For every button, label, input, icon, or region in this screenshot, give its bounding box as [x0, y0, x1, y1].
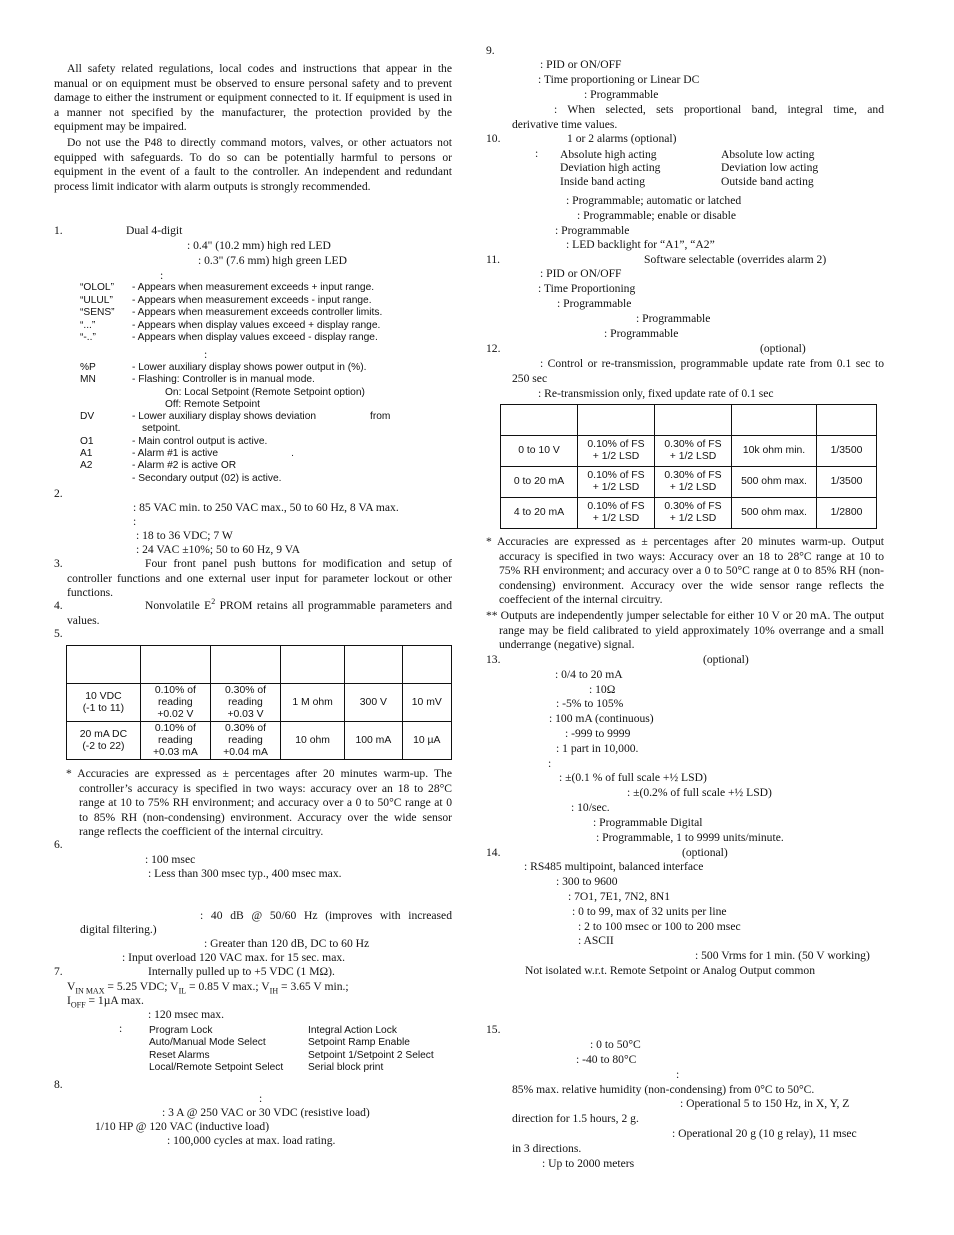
alarm-reset-spec: : Programmable; automatic or latched	[566, 194, 742, 207]
list-item: Absolute high acting	[560, 148, 657, 161]
list-item: Auto/Manual Mode Select	[149, 1037, 266, 1049]
analog-main-output-cont: 250 sec	[512, 372, 548, 385]
list-item: Setpoint Ramp Enable	[308, 1037, 410, 1049]
user-input-functions-left	[149, 1025, 283, 1075]
serial-delay: : 2 to 100 msec or 100 to 200 msec	[578, 920, 741, 933]
upper-display-spec: : 0.4" (10.2 mm) high red LED	[187, 239, 331, 252]
list-item: Serial block print	[308, 1062, 384, 1074]
section-6-number: 6.	[54, 838, 63, 851]
analog-output-table	[500, 404, 877, 529]
list-item: Inside band acting	[560, 174, 645, 188]
output-type-spec: : Time proportioning or Linear DC	[538, 73, 700, 86]
lower-display-spec: : 0.3" (7.6 mm) high green LED	[198, 254, 347, 267]
relay-inductive-rating: 1/10 HP @ 120 VAC (inductive load)	[95, 1120, 270, 1133]
rsp-ramp: : Programmable, 1 to 9999 units/minute.	[596, 831, 784, 844]
serial-type: : RS485 multipoint, balanced interface	[524, 860, 704, 873]
rsp-scale: : -999 to 9999	[565, 727, 631, 740]
altitude-spec: : Up to 2000 meters	[542, 1157, 635, 1170]
alarm-modes-colon: :	[535, 147, 539, 160]
rsp-accuracy-a: : ±(0.1 % of full scale +½ LSD)	[559, 771, 707, 784]
ac-power-spec: : 85 VAC min. to 250 VAC max., 50 to 60 Hz, 8 VA max.	[133, 501, 399, 514]
cycle-time-spec: : Programmable	[584, 88, 659, 101]
safety-paragraph-1: All safety related regulations, local codes and instructions that appear in the manual or on equipment must be observed to ensure personal safety and to prevent damage to either the instrument or equipment connected to it. If equipment is used in a manner not specified by the manufacturer, the protection provided by the equipment may be impaired.	[54, 62, 452, 134]
humidity-colon: :	[676, 1068, 680, 1081]
serial-optional: (optional)	[682, 846, 728, 859]
rsp-accuracy-b: : ±(0.2% of full scale +½ LSD)	[627, 786, 772, 799]
section-8-number: 8.	[54, 1078, 63, 1091]
shock-spec: : Operational 20 g (10 g relay), 11 msec	[672, 1127, 857, 1140]
list-item: Local/Remote Setpoint Select	[149, 1062, 284, 1074]
table-row: 20 mA DC (-2 to 22) 0.10% of reading +0.03 mA 0.30% of reading +0.04 mA 10 ohm 100 mA 10 µA	[67, 722, 452, 760]
shock-spec-cont: in 3 directions.	[512, 1142, 582, 1155]
alarm-modes-right	[721, 148, 818, 188]
section-12-number: 12.	[486, 342, 501, 355]
sample-time-spec: : 100 msec	[145, 853, 196, 866]
list-item: Deviation high acting	[560, 161, 661, 175]
relay-life: : 100,000 cycles at max. load rating.	[167, 1134, 336, 1147]
alarms-text: 1 or 2 alarms (optional)	[567, 132, 677, 145]
list-item: On: Local Setpoint (Remote Setpoint option)	[165, 386, 365, 398]
list-item: Program Lock	[149, 1025, 213, 1036]
user-input-functions-colon: :	[119, 1022, 123, 1035]
table-row: 4 to 20 mA 0.10% of FS + 1/2 LSD 0.30% of FS + 1/2 LSD 500 ohm max. 1/2800	[501, 498, 877, 529]
alarm-modes-left	[560, 148, 660, 188]
list-item: A2 - Alarm #2 is active OR	[80, 460, 237, 472]
list-item: Outside band acting	[721, 174, 814, 188]
analog-main-output: : Control or re-transmission, programmable update rate from 0.1 sec to	[540, 357, 884, 370]
section-7-number: 7.	[54, 965, 63, 978]
list-item: Setpoint 1/Setpoint 2 Select	[308, 1049, 434, 1061]
rsp-resolution: : 1 part in 10,000.	[556, 742, 639, 755]
section-4-number: 4.	[54, 599, 63, 612]
operating-temp: : 0 to 50°C	[590, 1038, 641, 1051]
safety-paragraph-2: Do not use the P48 to directly command motors, valves, or other actuators not equipped with safeguards. To do so can be potentially harmful to persons or equipment in the event of a fault to the controller. An independent and redundant process limit indicator with alarm outputs is strongly recommended.	[54, 136, 452, 193]
cooling-text: Software selectable (overrides alarm 2)	[644, 253, 827, 266]
keypad-text: Four front panel push buttons for modification and setup of controller functions and one external user input for parameter lockout or other functions.	[67, 557, 452, 600]
list-item: - Secondary output (02) is active.	[132, 472, 282, 484]
cooling-deadband: : Programmable	[604, 327, 679, 340]
analog-accuracy-note: * Accuracies are expressed as ± percentages after 20 minutes warm-up. Output accuracy is specified in two ways: Accuracy over an 18 to 28°C range at 10 to 75% RH environment; and accuracy over a 0 to 50°C range at 0 to 85% RH (non-condensing) environment. Accuracy over the wide sensor range reflects the coeffecient of the internal circuitry.	[486, 535, 884, 607]
user-input-functions-right	[308, 1025, 434, 1075]
list-item: Absolute low acting	[721, 148, 815, 161]
list-item: “ULUL” - Appears when measurement exceeds - input range.	[80, 294, 372, 306]
relay-rating: : 3 A @ 250 VAC or 30 VDC (resistive load)	[162, 1106, 370, 1119]
display-type: Dual 4-digit	[126, 224, 183, 237]
cooling-output-type: : Time Proportioning	[538, 282, 636, 295]
cooling-control-mode: : PID or ON/OFF	[540, 267, 622, 280]
table-row: 0 to 20 mA 0.10% of FS + 1/2 LSD 0.30% of FS + 1/2 LSD 500 ohm max. 1/3500	[501, 467, 877, 498]
section-2-number: 2.	[54, 487, 63, 500]
list-item: DV - Lower auxiliary display shows deviation from	[80, 411, 391, 423]
list-item: A1 - Alarm #1 is active .	[80, 448, 294, 460]
section-5-number: 5.	[54, 627, 63, 640]
user-input-off-current: $I_{OFF} = 1\mu A$ max.	[67, 994, 144, 1010]
autotune-spec: : When selected, sets proportional band, integral time, and	[554, 103, 884, 116]
ac24-power-spec: : 24 VAC ±10%; 50 to 60 Hz, 9 VA	[136, 543, 300, 556]
list-item: “OLOL” - Appears when measurement exceeds + input range.	[80, 282, 375, 293]
display-messages-list	[80, 282, 382, 345]
rsp-impedance: : 10Ω	[589, 683, 616, 696]
rsp-update-rate: : 10/sec.	[571, 801, 610, 814]
alarm-standby-spec: : Programmable; enable or disable	[577, 209, 737, 222]
dc-power-spec: : 18 to 36 VDC; 7 W	[136, 529, 233, 542]
rsp-filter: : Programmable Digital	[593, 816, 703, 829]
serial-isolation: : 500 Vrms for 1 min. (50 V working)	[695, 949, 870, 962]
autotune-spec-cont: derivative time values.	[512, 118, 618, 131]
cooling-cycle-time: : Programmable	[557, 297, 632, 310]
control-mode-spec: : PID or ON/OFF	[540, 58, 622, 71]
analog-output-optional: (optional)	[760, 342, 806, 355]
section-3-number: 3.	[54, 557, 63, 570]
from-word: from	[370, 411, 391, 423]
relay-colon: :	[259, 1092, 263, 1105]
rsp-input-range: : 0/4 to 20 mA	[555, 668, 623, 681]
list-item: %P - Lower auxiliary display shows power output in (%).	[80, 362, 367, 373]
user-input-text: Internally pulled up to +5 VDC (1 MΩ).	[148, 965, 335, 978]
analog-second-output: : Re-transmission only, fixed update rate of 0.1 sec	[538, 387, 774, 400]
annunciators-colon: :	[204, 348, 208, 361]
list-item: Off: Remote Setpoint	[165, 398, 260, 410]
serial-protocol: : ASCII	[578, 934, 614, 947]
section-10-number: 10.	[486, 132, 501, 145]
humidity-spec: 85% max. relative humidity (non-condensing) from 0°C to 50°C.	[512, 1083, 815, 1096]
step-response-spec: : Less than 300 msec typ., 400 msec max.	[148, 867, 342, 880]
section-13-number: 13.	[486, 653, 501, 666]
table-header-row	[501, 405, 877, 436]
section-14-number: 14.	[486, 846, 501, 859]
list-item: “SENS” - Appears when measurement exceeds controller limits.	[80, 307, 383, 318]
memory-text: Nonvolatile $E^2$ PROM retains all programmable parameters and values.	[67, 597, 452, 627]
list-item: Deviation low acting	[721, 161, 819, 175]
rsp-range: : -5% to 105%	[556, 697, 624, 710]
table-header-row	[67, 646, 452, 684]
serial-isolation-note: Not isolated w.r.t. Remote Setpoint or Analog Output common	[525, 964, 816, 977]
rsp-accuracy-colon: :	[548, 757, 552, 770]
table-row: 0 to 10 V 0.10% of FS + 1/2 LSD 0.30% of FS + 1/2 LSD 10k ohm min. 1/3500	[501, 436, 877, 467]
list-item: O1 - Main control output is active.	[80, 435, 268, 447]
vibration-spec: : Operational 5 to 150 Hz, in X, Y, Z	[680, 1097, 850, 1110]
rsp-overload: : 100 mA (continuous)	[549, 712, 654, 725]
list-item: setpoint.	[142, 423, 181, 435]
messages-colon: :	[160, 269, 164, 282]
input-overload-spec: : Input overload 120 VAC max. for 15 sec. max.	[122, 951, 346, 964]
serial-format: : 7O1, 7E1, 7N2, 8N1	[568, 890, 671, 903]
section-15-number: 15.	[486, 1023, 501, 1036]
list-item: Reset Alarms	[149, 1049, 210, 1061]
remote-setpoint-optional: (optional)	[703, 653, 749, 666]
common-mode-rejection-spec: : Greater than 120 dB, DC to 60 Hz	[204, 937, 370, 950]
annunciators-list	[80, 362, 390, 485]
dc-power-colon: :	[133, 515, 137, 528]
user-input-response: : 120 msec max.	[148, 1008, 224, 1021]
serial-baud: : 300 to 9600	[556, 875, 618, 888]
input-accuracy-note: * Accuracies are expressed as ± percentages after 20 minutes warm-up. The controller’s accuracy is specified in two ways: accuracy over an 18 to 28°C range at 10 to 75% RH environment; and accuracy over a 0 to 50°C range at 0 to 85% RH (non-condensing) environment. Accuracy over the wide sensor range reflects the coefficient of the internal circuitry.	[66, 767, 452, 839]
analog-jumper-note: ** Outputs are independently jumper selectable for either 10 V or 20 mA. The output range may be field calibrated to yield approximately 10% overrange and a small underrange (negative) signal.	[486, 609, 884, 652]
normal-mode-rejection-cont: digital filtering.)	[80, 923, 157, 936]
serial-address: : 0 to 99, max of 32 units per line	[572, 905, 727, 918]
list-item: MN - Flashing: Controller is in manual mode.	[80, 374, 315, 386]
cooling-proportional-gain: : Programmable	[636, 312, 711, 325]
list-item: “...” - Appears when display values exceed + display range.	[80, 319, 381, 331]
input-specs-table	[66, 645, 452, 760]
section-9-number: 9.	[486, 44, 495, 57]
alarm-hysteresis-spec: : Programmable	[555, 224, 630, 237]
section-1-number: 1.	[54, 224, 63, 237]
list-item: Integral Action Lock	[308, 1025, 397, 1036]
section-11-number: 11.	[486, 253, 501, 266]
vibration-spec-cont: direction for 1.5 hours, 2 g.	[512, 1112, 639, 1125]
alarm-annunciator-spec: : LED backlight for “A1”, “A2”	[566, 238, 715, 251]
table-row: 10 VDC (-1 to 11) 0.10% of reading +0.02 V 0.30% of reading +0.03 V 1 M ohm 300 V 10 mV	[67, 684, 452, 722]
list-item: “-..” - Appears when display values exceed - display range.	[80, 332, 378, 343]
normal-mode-rejection-spec: : 40 dB @ 50/60 Hz (improves with increased	[200, 909, 452, 922]
storage-temp: : -40 to 80°C	[576, 1053, 637, 1066]
user-input-levels: $V_{IN MAX} = 5.25$ VDC; $V_{IL} = 0.85$ V max.; $V_{IH} = 3.65$ V min.;	[67, 980, 349, 996]
